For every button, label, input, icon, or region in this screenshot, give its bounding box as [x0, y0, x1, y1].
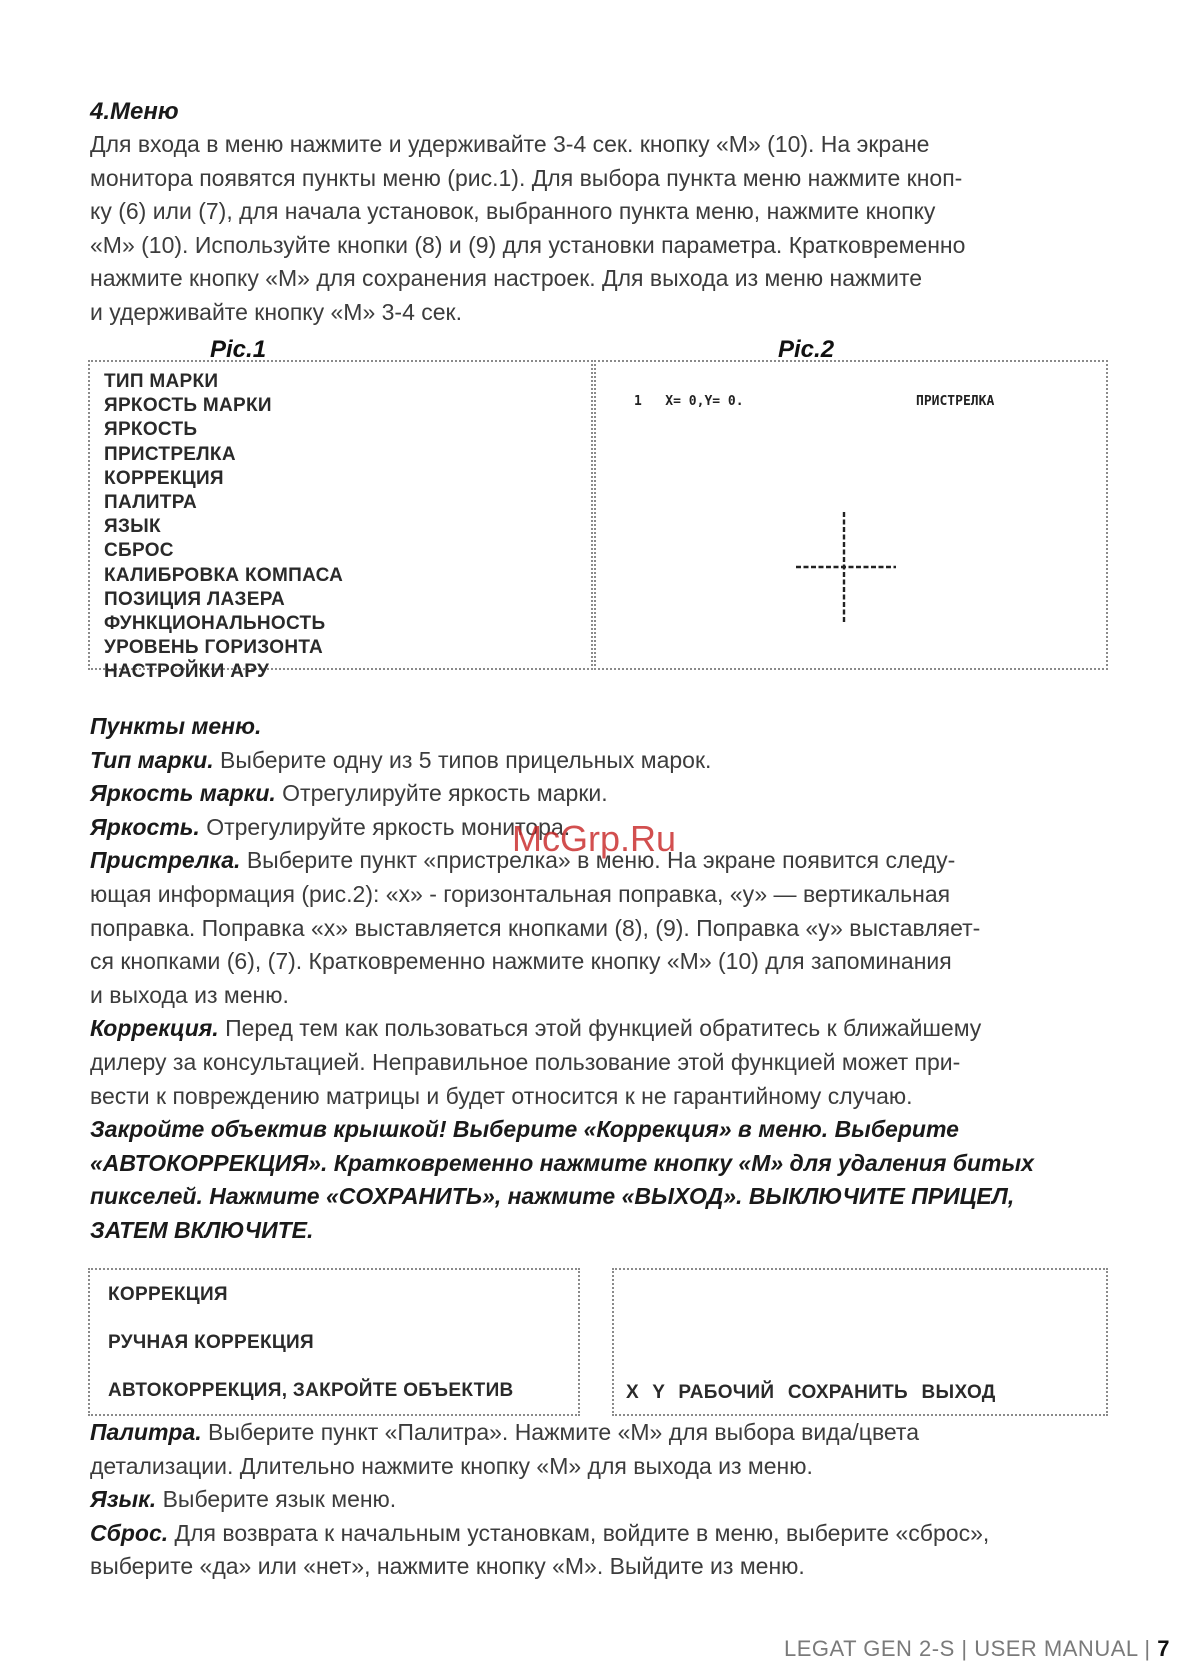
intro-line: монитора появятся пункты меню (рис.1). Для выбора пункта меню нажмите кноп-: [90, 164, 963, 191]
zeroing-line: и выхода из меню.: [90, 981, 289, 1008]
pic1-menu-item: ПРИСТРЕЛКА: [104, 443, 236, 465]
pic1-menu-item: УРОВЕНЬ ГОРИЗОНТА: [104, 637, 324, 659]
pic1-menu-item: КОРРЕКЦИЯ: [104, 467, 224, 489]
language-term: Язык.: [90, 1486, 157, 1513]
correction-menu-box: [88, 1268, 580, 1416]
brightness-text: Отрегулируйте яркость монитора.: [199, 813, 571, 840]
pic1-menu-item: НАСТРОЙКИ АРУ: [104, 661, 270, 683]
section-title: 4.Меню: [90, 98, 179, 125]
intro-section: [90, 96, 1100, 330]
figures-row: [88, 336, 1108, 696]
pic1-menu-item: ФУНКЦИОНАЛЬНОСТЬ: [104, 613, 326, 635]
mark-brightness-term: Яркость марки.: [90, 780, 276, 807]
correction-text: Перед тем как пользоваться этой функцией обратитесь к ближайшему: [218, 1015, 982, 1042]
mark-type-text: Выберите одну из 5 типов прицельных марок.: [213, 746, 712, 773]
menu-items-paragraph: [90, 710, 1100, 1113]
pic1-menu-item: ПОЗИЦИЯ ЛАЗЕРА: [104, 588, 286, 610]
pic1-menu-item: ЯЗЫК: [104, 516, 161, 538]
pic2-screen-box: [594, 360, 1108, 670]
intro-line: Для входа в меню нажмите и удерживайте 3-4 сек. кнопку «М» (10). На экране: [90, 131, 930, 157]
palette-line: детализации. Длительно нажмите кнопку «М» для выхода из меню.: [90, 1452, 813, 1479]
pic1-label: Pic.1: [210, 336, 267, 363]
correction-menu-item: АВТОКОРРЕКЦИЯ, ЗАКРОЙТЕ ОБЪЕКТИВ: [108, 1380, 514, 1401]
bottom-section: [90, 1416, 1100, 1584]
pic1-menu-list: [104, 370, 343, 685]
warning-line: «АВТОКОРРЕКЦИЯ». Кратковременно нажмите кнопку «М» для удаления битых: [90, 1149, 1034, 1176]
warning-line: ЗАТЕМ ВКЛЮЧИТЕ.: [90, 1216, 314, 1243]
pic1-menu-item: ПАЛИТРА: [104, 492, 198, 514]
pic1-menu-box: [88, 360, 593, 683]
intro-line: «М» (10). Используйте кнопки (8) и (9) для установки параметра. Кратковременно: [90, 231, 966, 258]
correction-warning: [90, 1113, 1100, 1247]
zeroing-text: Выберите пункт «пристрелка» в меню. На экране появится следу-: [240, 847, 956, 874]
zeroing-line: поправка. Поправка «х» выставляется кнопками (8), (9). Поправка «у» выставляет-: [90, 914, 981, 941]
language-line: [90, 1483, 1100, 1517]
correction-line: [90, 1012, 1100, 1046]
intro-line: и удерживайте кнопку «М» 3-4 сек.: [90, 298, 462, 325]
reset-text: Для возврата к начальным установкам, войдите в меню, выберите «сброс»,: [168, 1519, 990, 1546]
zeroing-line: ющая информация (рис.2): «х» - горизонтальная поправка, «у» — вертикальная: [90, 880, 951, 907]
language-text: Выберите язык меню.: [156, 1486, 397, 1513]
correction-bottom-bar: X Y РАБОЧИЙ СОХРАНИТЬ ВЫХОД: [626, 1382, 996, 1403]
bottom-paragraph: [90, 1416, 1100, 1584]
pic2-mode: ПРИСТРЕЛКА: [916, 394, 995, 409]
mark-type-line: [90, 744, 1100, 778]
pic2-label: Pic.2: [778, 336, 835, 363]
correction-menu-item: РУЧНАЯ КОРРЕКЦИЯ: [108, 1332, 314, 1353]
pic1-menu-item: ЯРКОСТЬ МАРКИ: [104, 395, 272, 417]
pic1-menu-item: ЯРКОСТЬ: [104, 419, 198, 441]
page-number: 7: [1157, 1636, 1170, 1661]
palette-term: Палитра.: [90, 1419, 202, 1445]
watermark: McGrp.Ru: [512, 818, 677, 859]
brightness-term: Яркость.: [90, 813, 200, 840]
page-footer: [784, 1636, 1170, 1662]
mark-brightness-text: Отрегулируйте яркость марки.: [275, 780, 608, 807]
reset-line: выберите «да» или «нет», нажмите кнопку «М». Выйдите из меню.: [90, 1553, 805, 1580]
correction-line: дилеру за консультацией. Неправильное пользование этой функцией может при-: [90, 1048, 961, 1075]
correction-menu-item: КОРРЕКЦИЯ: [108, 1284, 228, 1305]
mark-brightness-line: [90, 777, 1100, 811]
pic1-menu-item: СБРОС: [104, 540, 174, 562]
pic1-menu-item: КАЛИБРОВКА КОМПАСА: [104, 564, 344, 586]
zeroing-term: Пристрелка.: [90, 847, 241, 874]
correction-term: Коррекция.: [90, 1015, 219, 1042]
reset-term: Сброс.: [90, 1519, 169, 1546]
mark-type-term: Тип марки.: [90, 746, 214, 773]
crosshair-icon: [796, 512, 896, 624]
pic1-menu-item: ТИП МАРКИ: [104, 371, 219, 392]
intro-line: нажмите кнопку «М» для сохранения настроек. Для выхода из меню нажмите: [90, 265, 923, 292]
zeroing-line: ся кнопками (6), (7). Кратковременно нажмите кнопку «М» (10) для запоминания: [90, 948, 952, 975]
menu-items-section: [90, 710, 1100, 1247]
palette-text: Выберите пункт «Палитра». Нажмите «М» для выбора вида/цвета: [201, 1419, 920, 1445]
pic2-coords: 1 X= 0,Y= 0.: [634, 394, 744, 409]
menu-items-title: Пункты меню.: [90, 713, 262, 739]
correction-screen-box: [612, 1268, 1108, 1416]
intro-paragraph: [90, 128, 1100, 330]
palette-line: [90, 1416, 1100, 1450]
reset-line: [90, 1517, 1100, 1551]
footer-text: LEGAT GEN 2-S | USER MANUAL |: [784, 1636, 1158, 1661]
warning-line: пикселей. Нажмите «СОХРАНИТЬ», нажмите «ВЫХОД». ВЫКЛЮЧИТЕ ПРИЦЕЛ,: [90, 1183, 1015, 1210]
correction-line: вести к повреждению матрицы и будет относится к не гарантийному случаю.: [90, 1082, 913, 1109]
intro-line: ку (6) или (7), для начала установок, выбранного пункта меню, нажмите кнопку: [90, 198, 936, 225]
warning-line: Закройте объектив крышкой! Выберите «Коррекция» в меню. Выберите: [90, 1116, 959, 1143]
